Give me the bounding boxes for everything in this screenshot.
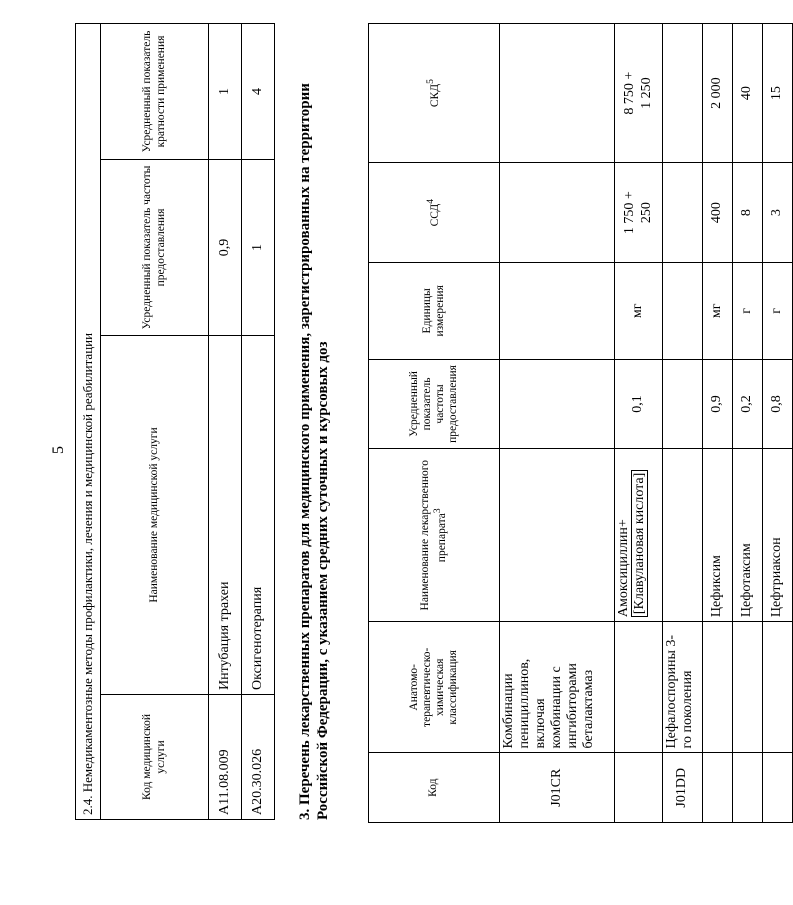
header-ssd: ССД$^4$ xyxy=(369,163,500,263)
table-row xyxy=(209,23,242,819)
drug-unit: мг xyxy=(703,263,733,360)
header-unit: Единицы измерения xyxy=(369,263,500,360)
service-name: Интубация трахеи xyxy=(209,336,242,695)
drug-frequency: 0,1 xyxy=(615,359,663,449)
header-frequency: Усредненный показатель частоты предоставления xyxy=(369,359,500,449)
drug-name: Цефиксим xyxy=(703,449,733,622)
drug-skd: 2 000 xyxy=(703,24,733,163)
drugs-table xyxy=(368,23,793,823)
table-row xyxy=(615,24,663,823)
drug-ssd: 8 xyxy=(733,163,763,263)
header-service-code: Код медицинской услуги xyxy=(101,695,209,820)
drug-skd: 40 xyxy=(733,24,763,163)
page-number: 5 xyxy=(50,446,67,454)
service-frequency: 1 xyxy=(242,160,275,336)
drug-name: Амоксициллин+ [Клавулановая кислота] xyxy=(615,449,663,622)
header-multiplicity: Усредненный показатель кратности применения xyxy=(101,23,209,159)
service-code: А20.30.026 xyxy=(242,695,275,820)
table-row xyxy=(763,24,793,823)
header-skd: СКД$^5$ xyxy=(369,24,500,163)
group-code: J01DD xyxy=(663,753,703,823)
service-multiplicity: 1 xyxy=(209,23,242,159)
group-code: J01CR xyxy=(500,753,615,823)
drug-ssd: 400 xyxy=(703,163,733,263)
drug-unit: мг xyxy=(615,263,663,360)
services-table xyxy=(75,23,275,820)
header-drug-name: Наименование лекарственного препарата$^3$ xyxy=(369,449,500,622)
service-frequency: 0,9 xyxy=(209,160,242,336)
section-3-heading: 3. Перечень лекарственных препаратов для медицинского применения, зарегистрированных на территории Российской Федерации, с указанием средних суточных и курсовых доз xyxy=(297,83,332,820)
drug-name: Цефтриаксон xyxy=(763,449,793,622)
header-code: Код xyxy=(369,753,500,823)
service-name: Оксигенотерапия xyxy=(242,336,275,695)
drug-unit: г xyxy=(733,263,763,360)
drug-name: Цефотаксим xyxy=(733,449,763,622)
table-row xyxy=(703,24,733,823)
service-code: А11.08.009 xyxy=(209,695,242,820)
drug-unit: г xyxy=(763,263,793,360)
service-multiplicity: 4 xyxy=(242,23,275,159)
header-service-name: Наименование медицинской услуги xyxy=(101,336,209,695)
table-row xyxy=(500,24,615,823)
drug-frequency: 0,9 xyxy=(703,359,733,449)
drug-ssd: 1 750 + 250 xyxy=(615,163,663,263)
table-row xyxy=(242,23,275,819)
drug-frequency: 0,8 xyxy=(763,359,793,449)
table-row xyxy=(733,24,763,823)
drug-frequency: 0,2 xyxy=(733,359,763,449)
section-2-4-title: 2.4. Немедикаментозные методы профилактики, лечения и медицинской реабилитации xyxy=(76,23,101,819)
drug-ssd: 3 xyxy=(763,163,793,263)
header-frequency: Усредненный показатель частоты предоставления xyxy=(101,160,209,336)
group-atc: Комбинации пенициллинов, включая комбинации с ингибиторами беталактамаз xyxy=(500,622,615,753)
drug-skd: 15 xyxy=(763,24,793,163)
group-atc: Цефалоспорины 3-го поколения xyxy=(663,622,703,753)
header-atc: Анатомо-терапевтическо-химическая классификация xyxy=(369,622,500,753)
drug-skd: 8 750 + 1 250 xyxy=(615,24,663,163)
table-row xyxy=(663,24,703,823)
